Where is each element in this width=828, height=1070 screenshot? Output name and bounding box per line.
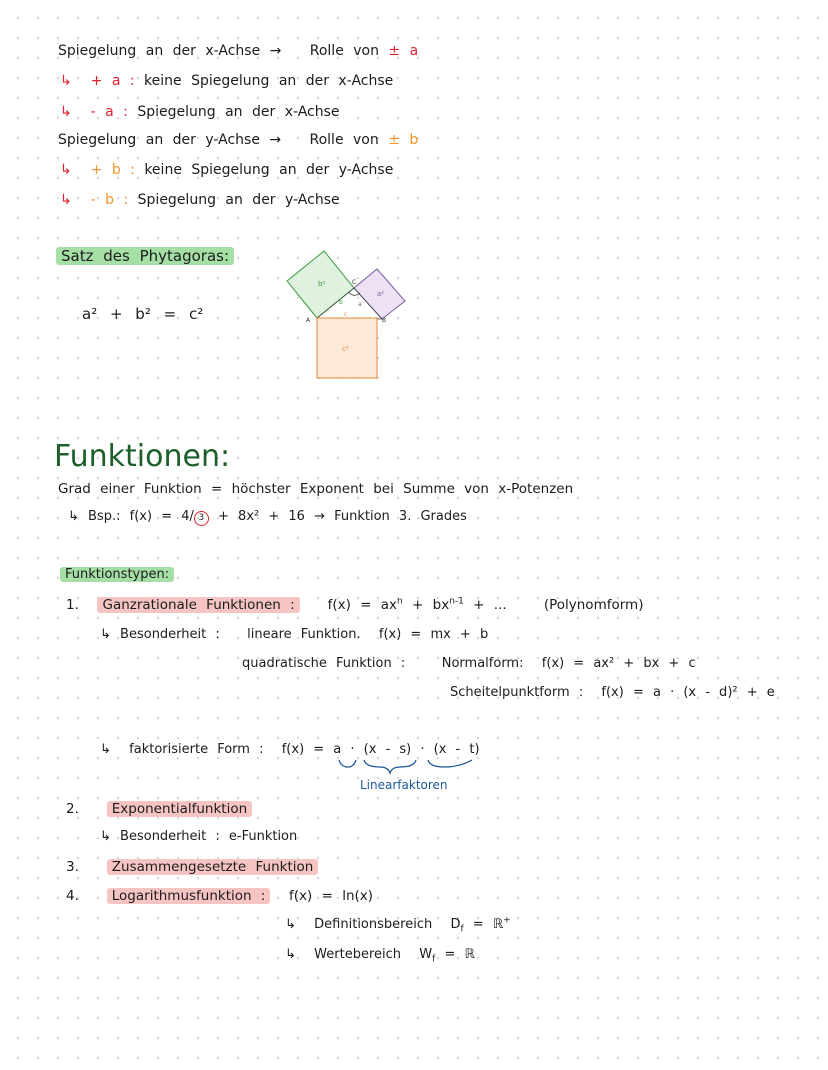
type-1-line	[66, 596, 643, 614]
type-3-label: Zusammengesetzte Funktion	[107, 859, 319, 875]
label-b2: b²	[318, 280, 326, 288]
label-b: b	[339, 299, 343, 306]
arrow-icon: ↳	[60, 104, 72, 120]
type-3-number: 3.	[66, 859, 79, 875]
vertex-line	[450, 684, 775, 702]
example-line	[68, 508, 467, 526]
special-label: Besonderheit :	[120, 627, 220, 642]
domain-line	[285, 916, 511, 934]
label-c: c	[344, 311, 348, 318]
type-2-number: 2.	[66, 801, 79, 817]
label-C: C	[352, 279, 357, 286]
pythagoras-formula: a² + b² = c²	[82, 305, 204, 323]
label-a: a	[358, 301, 362, 308]
example-result: Funktion 3. Grades	[334, 509, 467, 524]
label-a2: a²	[377, 290, 385, 298]
domain-formula: $D_f$ = ℝ+	[450, 915, 511, 935]
range-label: Wertebereich	[314, 947, 402, 962]
y-axis-role: Rolle von	[309, 132, 379, 148]
example-post: + 8x² + 16	[218, 509, 305, 524]
minus-a-label: - a :	[90, 104, 128, 120]
type-2-special: Besonderheit : e-Funktion	[120, 829, 298, 844]
example-arrow: →	[314, 509, 325, 524]
type-4-number: 4.	[66, 888, 79, 904]
x-axis-param: ± a	[388, 43, 419, 59]
x-axis-heading	[58, 42, 418, 60]
range-formula: $W_f$ = ℝ	[419, 947, 475, 965]
arrow-icon: ↳	[100, 829, 111, 844]
minus-a-line	[60, 103, 340, 121]
types-heading-text: Funktionstypen:	[60, 567, 174, 582]
factored-line	[100, 741, 480, 759]
type-4-line	[66, 887, 373, 905]
plus-a-text: keine Spiegelung an der x-Achse	[144, 73, 394, 89]
types-heading	[60, 566, 174, 584]
type-1-number: 1.	[66, 597, 79, 613]
pythagoras-heading-text: Satz des Phytagoras:	[56, 247, 234, 265]
type-2-special-line	[100, 828, 297, 846]
y-axis-heading	[58, 131, 418, 149]
normal-formula: f(x) = ax² + bx + c	[541, 656, 696, 671]
vertex-label: Scheitelpunktform :	[450, 685, 584, 700]
functions-title: Funktionen:	[54, 439, 231, 474]
quadratic-label: quadratische Funktion :	[242, 656, 406, 671]
type-1-label: Ganzrationale Funktionen :	[97, 597, 299, 613]
type-2-line	[66, 800, 252, 818]
domain-label: Definitionsbereich	[314, 917, 433, 932]
arrow-icon: ↳	[68, 509, 79, 524]
plus-b-label: + b :	[90, 162, 135, 178]
plus-b-line	[60, 161, 393, 179]
arrow-icon: ↳	[285, 947, 296, 962]
linear-factors-brace	[336, 758, 486, 778]
arrow-icon: ↳	[285, 917, 296, 932]
plus-a-line	[60, 72, 393, 90]
minus-b-line	[60, 191, 340, 209]
minus-a-text: Spiegelung an der x-Achse	[137, 104, 340, 120]
label-A: A	[306, 317, 311, 324]
minus-b-text: Spiegelung an der y-Achse	[137, 192, 340, 208]
linear-factors-label: Linearfaktoren	[360, 778, 448, 792]
example-pre: f(x) = 4/	[129, 509, 194, 524]
type-3-line	[66, 858, 318, 876]
arrow-icon: ↳	[100, 742, 111, 757]
normal-label: Normalform:	[441, 656, 524, 671]
example-label: Bsp.:	[88, 509, 121, 524]
arrow-icon: ↳	[60, 192, 72, 208]
x-axis-heading-text: Spiegelung an der x-Achse →	[58, 43, 282, 59]
factored-formula: f(x) = a · (x - s) · (x - t)	[281, 742, 480, 757]
arrow-icon: ↳	[60, 162, 72, 178]
linear-label: lineare Funktion.	[247, 627, 361, 642]
arrow-icon: ↳	[100, 627, 111, 642]
label-c2: c²	[342, 345, 349, 353]
degree-definition: Grad einer Funktion = höchster Exponent bei Summe von x-Potenzen	[58, 481, 574, 497]
type-4-formula: f(x) = ln(x)	[289, 888, 374, 904]
factored-label: faktorisierte Form :	[129, 742, 264, 757]
pythagoras-diagram	[282, 248, 422, 388]
minus-b-label: - b :	[90, 192, 129, 208]
pythagoras-heading	[56, 247, 234, 265]
linear-formula: f(x) = mx + b	[378, 627, 489, 642]
type-1-formula: $f(x) = ax^n + bx^{n-1}$ + ...	[327, 596, 507, 613]
plus-b-text: keine Spiegelung an der y-Achse	[144, 162, 394, 178]
range-line	[285, 946, 475, 964]
x-axis-role: Rolle von	[309, 43, 379, 59]
special-linear-line	[100, 626, 488, 644]
vertex-formula: f(x) = a · (x - d)² + e	[601, 685, 775, 700]
y-axis-heading-text: Spiegelung an der y-Achse →	[58, 132, 282, 148]
example-circled: 3	[194, 511, 209, 526]
type-1-note: (Polynomform)	[543, 597, 644, 613]
type-2-label: Exponentialfunktion	[107, 801, 252, 817]
plus-a-label: + a :	[90, 73, 135, 89]
type-4-label: Logarithmusfunktion :	[107, 888, 271, 904]
arrow-icon: ↳	[60, 73, 72, 89]
y-axis-param: ± b	[388, 132, 419, 148]
quadratic-line	[242, 655, 696, 673]
label-B: B	[382, 317, 387, 324]
